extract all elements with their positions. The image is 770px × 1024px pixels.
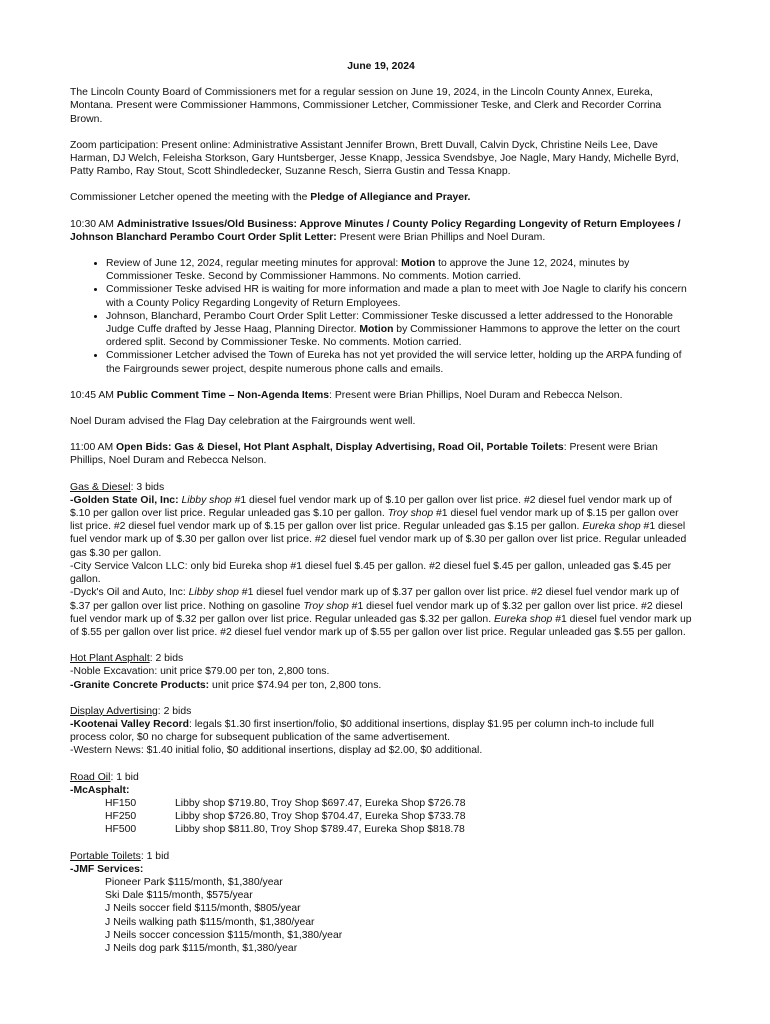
golden-state-name: -Golden State Oil, Inc: [70,494,179,506]
pledge-bold: Pledge of Allegiance and Prayer. [310,192,471,204]
meeting-date: June 19, 2024 [347,61,415,72]
bullet-court-rest: by Commissioner Hammons to approve the letter on the court ordered split. Second by Commissioner Teske. No comments. Motion carried. [106,324,680,349]
toilet-item: J Neils dog park $115/month, $1,380/year [105,942,298,954]
public-heading: Public Comment Time – Non-Agenda Items [116,389,330,401]
bullet-minutes-rest: to approve the June 12, 2024, minutes by Commissioner Teske. Second by Commissioner Hammons. No comments. Motion carried. [106,258,630,283]
golden-eureka-text: #1 diesel fuel vendor mark up of $.30 per gallon over list price. #2 diesel fuel vendor mark up of $.30 per gallon over list price. Regular unleaded gas $.30 per gallon. [70,521,687,559]
asphalt-heading: Hot Plant Asphalt [70,653,150,665]
advertising-heading-line [70,705,692,718]
granite-text: unit price $74.94 per ton, 2,800 tons. [209,679,382,691]
golden-troy-text: #1 diesel fuel vendor mark up of $.15 per gallon over list price. #2 diesel fuel vendor mark up of $.15 per gallon over list price. Regular unleaded gas $.15 per gallon. [70,508,679,533]
bids-time: 11:00 AM [70,442,117,454]
public-comment-paragraph [70,389,692,402]
jmf-name: -JMF Services: [70,863,144,875]
golden-troy-label: Troy shop [387,508,434,520]
dycks-troy-text: #1 diesel fuel vendor mark up of $.32 per gallon over list price. #2 diesel fuel vendor mark up of $.32 per gallon over list price. Regular unleaded gas $.32 per gallon. [70,600,683,625]
gas-diesel-section [70,481,692,639]
public-time: 10:45 AM [70,389,117,401]
asphalt-heading-line [70,652,692,665]
road-oil-prices: Libby shop $719.80, Troy Shop $697.47, Eureka Shop $726.78 [175,797,466,809]
advertising-heading: Display Advertising [70,705,158,717]
kootenai-text: : legals $1.30 first insertion/folio, $0 additional insertions, display $1.95 per column inch-to include full process color, $0 no charge for subsequent publication of the same advertisement. [70,718,654,744]
road-oil-row [70,823,692,836]
dycks-libby-label: Libby shop [188,587,239,599]
bullet-eureka: • Commissioner Letcher advised the Town of Eureka has not yet provided the will service letter, holding up the ARPA funding of the Fairgrounds sewer project, despite numerous phone calls and emails. [106,349,692,375]
bullet-hr: • Commissioner Teske advised HR is waiting for more information and made a plan to meet with Joe Nagle to clarify his concern with a County Policy Regarding Longevity of Return Employees. [106,283,692,309]
dycks-name: -Dyck's Oil and Auto, Inc: [70,587,189,599]
gas-diesel-heading-line [70,481,692,494]
asphalt-section [70,652,692,692]
admin-present: Present were Brian Phillips and Noel Duram. [336,231,546,243]
bids-present: : Present were Brian Phillips, Noel Duram and Rebecca Nelson. [70,442,658,467]
road-oil-prices: Libby shop $811.80, Troy Shop $789.47, Eureka Shop $818.78 [175,824,465,836]
toilet-item: J Neils soccer field $115/month, $805/year [105,903,301,915]
kootenai-bid [70,718,692,744]
road-oil-code: HF500 [105,824,137,836]
toilets-section [70,850,692,956]
dycks-bid [70,586,692,639]
road-oil-heading-line [70,771,692,784]
golden-eureka-label: Eureka shop [582,521,641,533]
toilet-item: Ski Dale $115/month, $575/year [105,890,253,902]
road-oil-row [70,810,692,823]
dycks-libby-text: #1 diesel fuel vendor mark up of $.37 per gallon over list price. #2 diesel fuel vendor mark up of $.37 per gallon over list price. Nothing on gasoline [70,587,680,612]
bullet-court-text: Johnson, Blanchard, Perambo Court Order Split Letter: Commissioner Teske discussed a letter addressed to the Honorable Judge Cuffe drafted by Jesse Haag, Planning Director. [106,310,673,336]
toilet-item: Pioneer Park $115/month, $1,380/year [105,876,283,888]
road-oil-count: : 1 bid [110,771,139,783]
city-service-bid: -City Service Valcon LLC: only bid Eureka shop #1 diesel fuel $.45 per gallon. #2 diesel fuel $.45 per gallon, unleaded gas $.45 per gallon. [70,560,672,586]
golden-libby-label: Libby shop [181,494,232,506]
bullet-court-motion: Motion [359,324,394,336]
bullet-minutes-motion: Motion [401,258,436,270]
western-news-bid: -Western News: $1.40 initial folio, $0 additional insertions, display ad $2.00, $0 additional. [70,745,483,757]
public-present: : Present were Brian Phillips, Noel Duram and Rebecca Nelson. [329,389,623,401]
granite-name: -Granite Concrete Products: [70,679,210,691]
bullet-minutes-text: Review of June 12, 2024, regular meeting minutes for approval: [106,258,402,270]
golden-state-bid [70,494,692,560]
road-oil-row [70,797,692,810]
road-oil-code: HF150 [105,797,137,809]
asphalt-count: : 2 bids [149,653,184,665]
gas-diesel-count: : 3 bids [130,481,165,493]
toilet-item: J Neils walking path $115/month, $1,380/year [105,916,315,928]
road-oil-heading: Road Oil [70,771,111,783]
gas-diesel-heading: Gas & Diesel [70,481,131,493]
golden-libby-text: #1 diesel fuel vendor mark up of $.10 per gallon over list price. #2 diesel fuel vendor mark up of $.10 per gallon over list price. Regular unleaded gas $.10 per gallon. [70,494,672,520]
mcasphalt-name: -McAsphalt: [70,784,130,796]
road-oil-prices: Libby shop $726.80, Troy Shop $704.47, Eureka Shop $733.78 [175,811,466,823]
admin-time: 10:30 AM [70,218,117,230]
advertising-count: : 2 bids [157,705,192,717]
toilets-heading-line [70,850,692,863]
toilets-heading: Portable Toilets [70,850,141,862]
toilets-count: : 1 bid [140,850,170,862]
admin-paragraph [70,218,692,244]
kootenai-name: -Kootenai Valley Record [70,718,189,730]
pledge-text: Commissioner Letcher opened the meeting with the [70,192,311,204]
admin-bullets [70,257,692,376]
granite-bid [70,679,692,692]
advertising-section [70,705,692,758]
intro-paragraph: The Lincoln County Board of Commissioners met for a regular session on June 19, 2024, in the Lincoln County Annex, Eureka, Montana. Present were Commissioner Hammons, Commissioner Letcher, Commissioner Teske, and Clerk and Recorder Corrina Brown. [70,87,662,125]
bids-heading: Open Bids: Gas & Diesel, Hot Plant Asphalt, Display Advertising, Road Oil, Portable Toilets [116,442,564,454]
noble-bid: -Noble Excavation: unit price $79.00 per ton, 2,800 tons. [70,666,330,678]
zoom-paragraph: Zoom participation: Present online: Administrative Assistant Jennifer Brown, Brett Duvall, Calvin Dyck, Christine Neils Lee, Dave Harman, DJ Welch, Feleisha Storkson, Gary Huntsberger, Jesse Knapp, Jessica Svendsbye, Joe Nagle, Mary Handy, Michelle Byrd, Patty Rambo, Ray Stout, Scott Shindledecker, Suzanne Resch, Sierra Gustin and Tessa Knapp. [70,139,679,178]
open-bids-paragraph [70,441,692,467]
road-oil-section [70,771,692,837]
dycks-eureka-label: Eureka shop [493,613,553,625]
admin-heading: Administrative Issues/Old Business: Approve Minutes / County Policy Regarding Longevity of Return Employees / Johnson Blanchard Perambo Court Order Split Letter: [70,218,681,243]
toilet-item: J Neils soccer concession $115/month, $1,380/year [105,929,343,941]
flag-day-paragraph: Noel Duram advised the Flag Day celebration at the Fairgrounds went well. [70,416,416,428]
pledge-paragraph [70,191,692,204]
bullet-court-order [106,310,692,350]
dycks-troy-label: Troy shop [303,600,349,612]
road-oil-code: HF250 [105,811,137,823]
bullet-minutes [106,257,692,283]
dycks-eureka-text: #1 diesel fuel vendor mark up of $.55 per gallon over list price. #2 diesel fuel vendor mark up of $.55 per gallon over list price. Regular unleaded gas $.55 per gallon. [70,613,692,638]
